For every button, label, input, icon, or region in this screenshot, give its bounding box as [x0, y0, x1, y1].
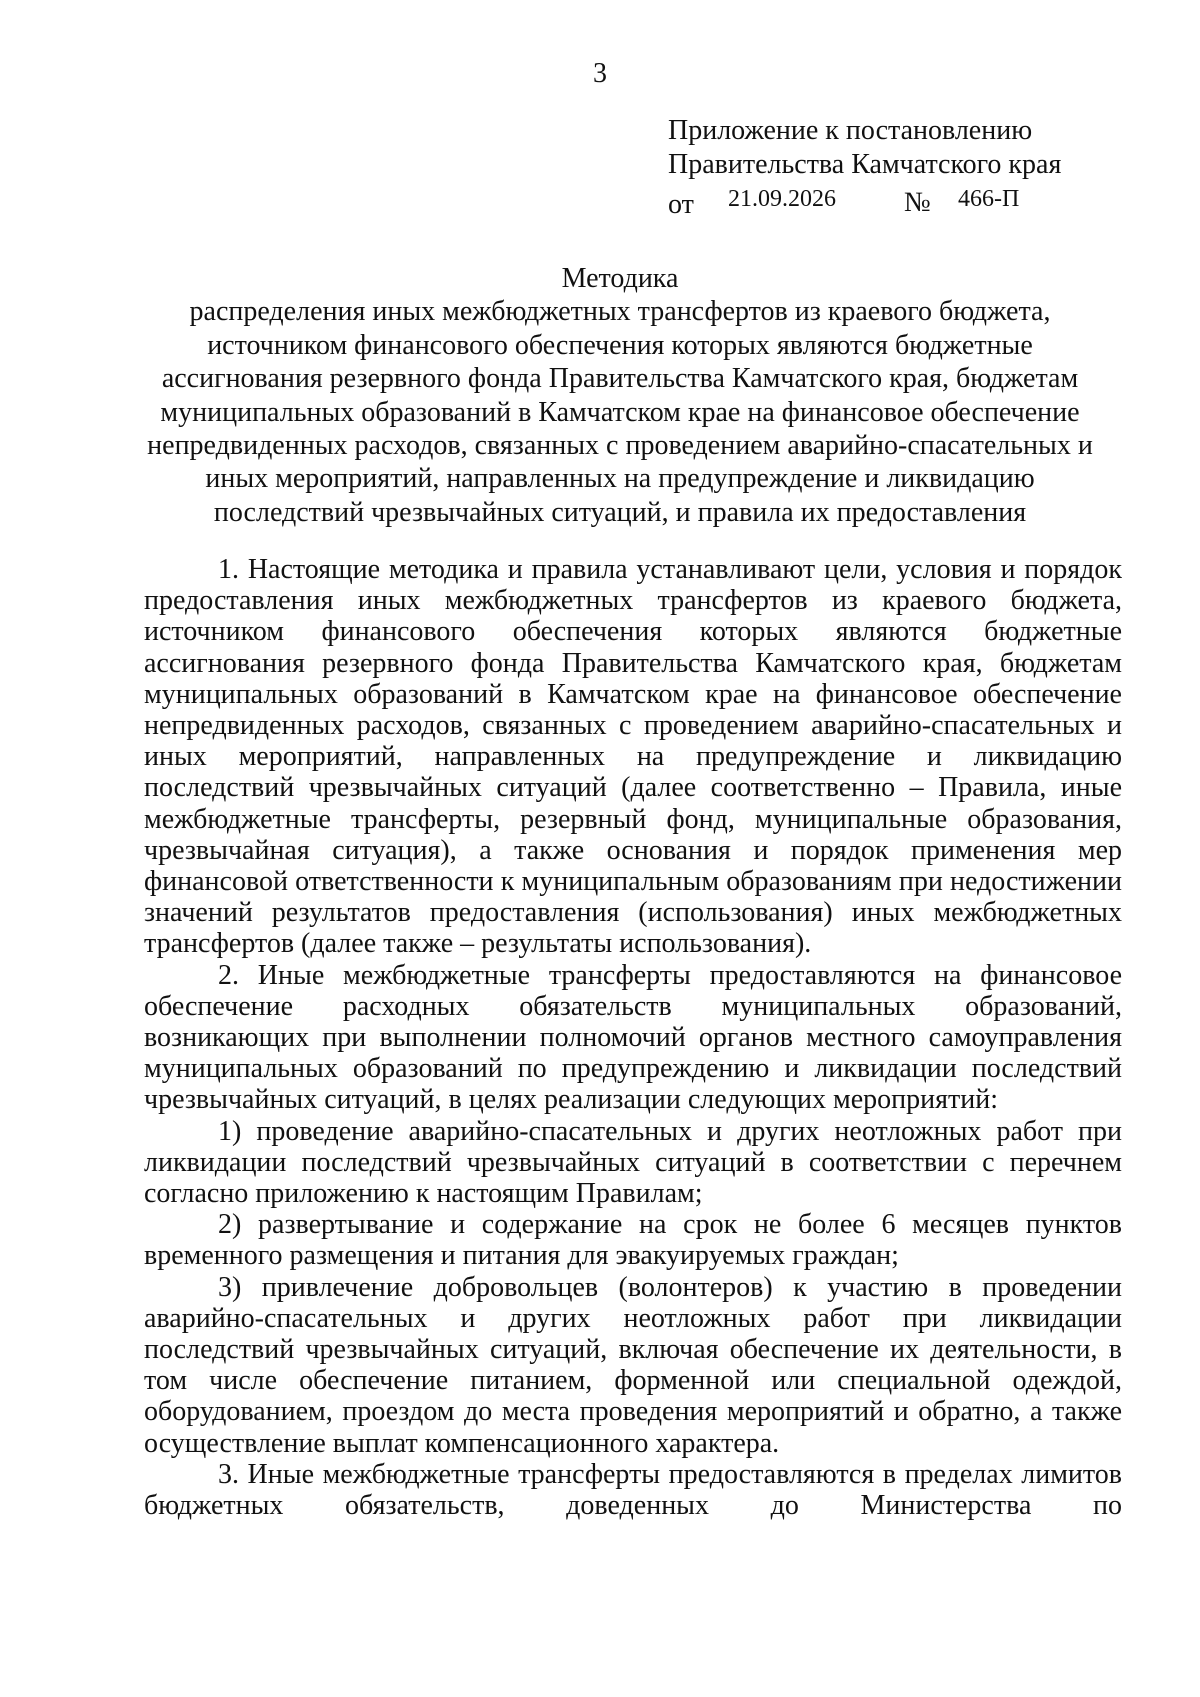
page-number: 3: [593, 58, 607, 89]
title-line: непредвиденных расходов, связанных с проведением аварийно-спасательных и: [147, 430, 1093, 462]
date-label: от: [668, 189, 694, 220]
number-sign: №: [904, 187, 931, 218]
list-item-2: 2) развертывание и содержание на срок не более 6 месяцев пунктов временного размещения и питания для эвакуируемых граждан;: [144, 1209, 1122, 1272]
paragraph-1: 1. Настоящие методика и правила устанавливают цели, условия и порядок предоставления иных межбюджетных трансфертов из краевого бюджета, источником финансового обеспечения которых являются бюджетные ассигнования резервного фонда Правительства Камчатского края, бюджетам муниципальных образований в Камчатском крае на финансовое обеспечение непредвиденных расходов, связанных с проведением аварийно-спасательных и иных мероприятий, направленных на предупреждение и ликвидацию последствий чрезвычайных ситуаций (далее соответственно – Правила, иные межбюджетные трансферты, резервный фонд, муниципальные образования, чрезвычайная ситуация), а также основания и порядок применения мер финансовой ответственности к муниципальным образованиям при недостижении значений результатов предоставления (использования) иных межбюджетных трансфертов (далее также – результаты использования).: [144, 554, 1122, 960]
document-reference: [668, 182, 1138, 222]
document-body: [144, 554, 1122, 1521]
paragraph-3: 3. Иные межбюджетные трансферты предоставляются в пределах лимитов бюджетных обязательств, доведенных до Министерства по: [144, 1458, 1122, 1522]
title-line: иных мероприятий, направленных на предупреждение и ликвидацию: [205, 463, 1035, 495]
paragraph-2: 2. Иные межбюджетные трансферты предоставляются на финансовое обеспечение расходных обязательств муниципальных образований, возникающих при выполнении полномочий органов местного самоуправления муниципальных образований по предупреждению и ликвидации последствий чрезвычайных ситуаций, в целях реализации следующих мероприятий:: [144, 959, 1122, 1116]
document-title: [140, 262, 1100, 529]
title-line: муниципальных образований в Камчатском крае на финансовое обеспечение: [160, 396, 1080, 428]
resolution-date: 21.09.2026: [728, 186, 836, 212]
title-line: ассигнования резервного фонда Правительства Камчатского края, бюджетам: [161, 363, 1079, 395]
attachment-line-2: Правительства Камчатского края: [668, 149, 1062, 180]
attachment-header: [668, 114, 1138, 222]
title-line: источником финансового обеспечения которых являются бюджетные: [207, 329, 1033, 361]
title-heading: Методика: [561, 263, 679, 294]
title-line: последствий чрезвычайных ситуаций, и правила их предоставления: [213, 496, 1027, 528]
title-line: распределения иных межбюджетных трансфертов из краевого бюджета,: [189, 296, 1051, 328]
list-item-1: 1) проведение аварийно-спасательных и других неотложных работ при ликвидации последствий чрезвычайных ситуаций в соответствии с перечнем согласно приложению к настоящим Правилам;: [144, 1115, 1122, 1210]
resolution-number: 466-П: [958, 186, 1020, 212]
attachment-line-1: Приложение к постановлению: [668, 115, 1033, 146]
list-item-3: 3) привлечение добровольцев (волонтеров) к участию в проведении аварийно-спасательных и других неотложных работ при ликвидации последствий чрезвычайных ситуаций, включая обеспечение их деятельности, в том числе обеспечение питанием, форменной или специальной одеждой, оборудованием, проездом до места проведения мероприятий и обратно, а также осуществление выплат компенсационного характера.: [144, 1271, 1122, 1459]
